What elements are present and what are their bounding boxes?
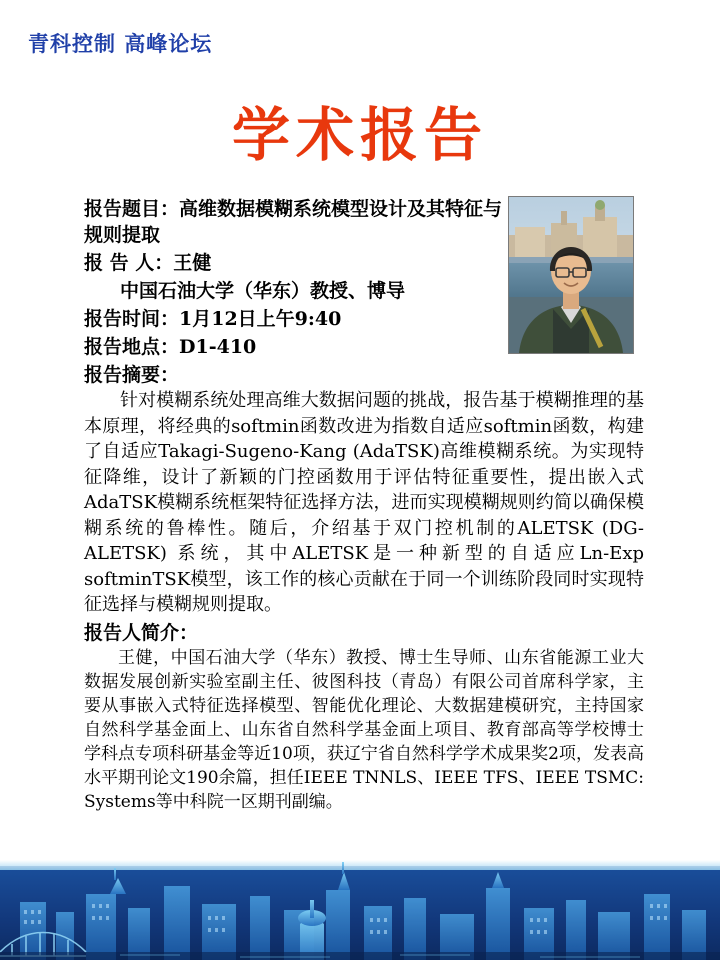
bio-label: 报告人简介：: [84, 621, 199, 644]
photo-text-wrap-spacer: [508, 196, 644, 358]
speaker-value: 王健: [173, 252, 212, 274]
speaker-label: 报 告 人：: [84, 252, 174, 274]
topic-label: 报告题目：: [84, 198, 180, 220]
abstract-label: 报告摘要：: [84, 364, 180, 386]
page-title: 学术报告: [231, 101, 488, 169]
bio-text: 王健，中国石油大学（华东）教授、博士生导师、山东省能源工业大数据发展创新实验室副主任、彼图科技（青岛）有限公司首席科学家，主要从事嵌入式特征选择模型、智能优化理论、大数据建模研究，主持国家自然科学基金面上、山东省自然科学基金面上项目、教育部高等学校博士学科点专项科研基金等近10项，获辽宁省自然科学学术成果奖2项，发表高水平期刊论文190余篇，担任IEEE TNNLS、IEEE TFS、IEEE TSMC: Systems等中科院一区期刊副编。: [84, 647, 644, 812]
brand-title: 青科控制 高峰论坛: [28, 31, 213, 56]
time-label: 报告时间：: [84, 308, 180, 330]
place-label: 报告地点：: [84, 336, 180, 358]
time-value: 1月12日上午9:40: [179, 308, 342, 330]
skyline-image: [0, 860, 720, 960]
abstract-text: 针对模糊系统处理高维大数据问题的挑战，报告基于模糊推理的基本原理，将经典的softmin函数改进为指数自适应softmin函数，构建了自适应Takagi-Sugeno-Kang (AdaTSK)高维模糊系统。为实现特征降维，设计了新颖的门控函数用于评估特征重要性，提出嵌入式AdaTSK模糊系统框架特征选择方法，进而实现模糊规则约简以确保模糊系统的鲁棒性。随后，介绍基于双门控机制的ALETSK (DG-ALETSK) 系统，其中ALETSK是一种新型的自适应Ln-Exp softminTSK模型，该工作的核心贡献在于同一个训练阶段同时实现特征选择与模糊规则提取。: [84, 390, 644, 615]
skyline-decoration: [0, 860, 720, 960]
poster-content: [84, 196, 644, 814]
topic-value: 高维数据模糊系统模型设计及其特征与规则提取: [84, 198, 503, 246]
speaker-affiliation: 中国石油大学（华东）教授、博导: [120, 280, 406, 302]
place-value: D1-410: [179, 336, 257, 358]
